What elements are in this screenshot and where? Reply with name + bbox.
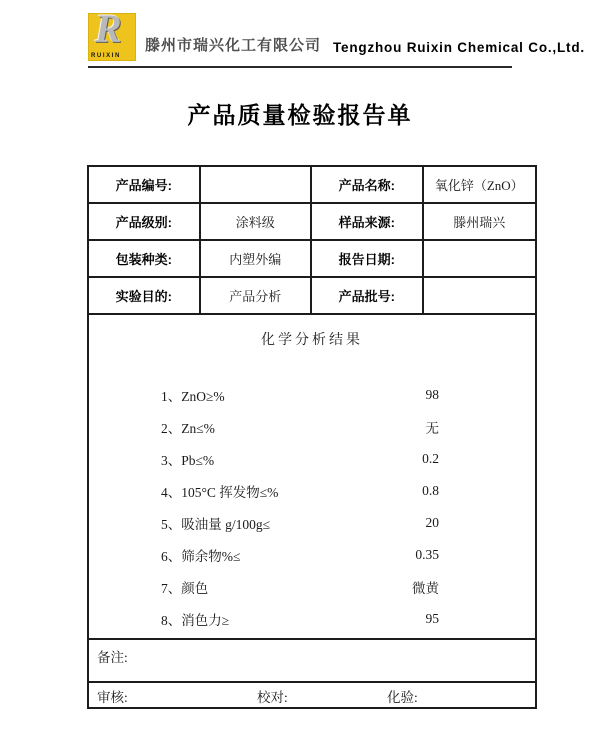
label-product-name: 产品名称:: [312, 167, 424, 204]
review-label: 审核:: [97, 690, 128, 705]
value-report-date: [424, 241, 536, 278]
item-value: 0.35: [415, 547, 439, 562]
company-name-en: Tengzhou Ruixin Chemical Co.,Ltd.: [333, 40, 585, 55]
item-name: 5、吸油量 g/100g≤: [161, 517, 271, 532]
analysis-item-zn: [161, 411, 439, 443]
analysis-item-color: [161, 571, 439, 603]
item-name: 3、Pb≤%: [161, 453, 215, 468]
value-sample-source: 滕州瑞兴: [424, 204, 536, 241]
analysis-section-title: 化学分析结果: [261, 333, 363, 348]
analysis-item-zno: [161, 379, 439, 411]
label-test-purpose: 实验目的:: [89, 278, 201, 315]
page-title: 产品质量检验报告单: [187, 102, 413, 128]
analysis-section: [89, 315, 535, 640]
analysis-item-oil-absorption: [161, 507, 439, 539]
label-report-date: 报告日期:: [312, 241, 424, 278]
item-value: 无: [425, 421, 439, 436]
value-product-name: 氧化锌（ZnO）: [424, 167, 536, 204]
label-product-grade: 产品级别:: [89, 204, 201, 241]
report-table: [87, 165, 537, 709]
company-name-cn: 滕州市瑞兴化工有限公司: [145, 38, 322, 54]
header-divider: [88, 66, 512, 68]
logo-brand-text: RUIXIN: [91, 53, 121, 59]
analysis-items: [89, 379, 535, 635]
assay-label: 化验:: [387, 690, 418, 705]
item-value: 0.8: [422, 483, 439, 498]
item-value: 95: [425, 611, 439, 626]
header: [88, 6, 585, 61]
company-logo: [88, 6, 136, 61]
item-value: 0.2: [422, 451, 439, 466]
item-name: 1、ZnO≥%: [161, 389, 225, 404]
proofread-label: 校对:: [257, 690, 288, 705]
label-product-no: 产品编号:: [89, 167, 201, 204]
remarks-row: [89, 640, 535, 683]
label-batch-no: 产品批号:: [312, 278, 424, 315]
info-table: [89, 167, 535, 315]
label-package-type: 包装种类:: [89, 241, 201, 278]
item-value: 20: [425, 515, 439, 530]
analysis-item-sieve-residue: [161, 539, 439, 571]
signature-row: [89, 683, 535, 707]
item-name: 8、消色力≥: [161, 613, 230, 628]
item-name: 6、筛余物%≤: [161, 549, 241, 564]
remarks-label: 备注:: [97, 650, 128, 665]
analysis-item-pb: [161, 443, 439, 475]
item-name: 7、颜色: [161, 581, 209, 596]
value-product-no: [201, 167, 313, 204]
logo-r-glyph: R: [95, 6, 122, 51]
value-package-type: 内塑外编: [201, 241, 313, 278]
analysis-item-tinting-strength: [161, 603, 439, 635]
value-test-purpose: 产品分析: [201, 278, 313, 315]
label-sample-source: 样品来源:: [312, 204, 424, 241]
item-name: 4、105°C 挥发物≤%: [161, 485, 279, 500]
item-value: 微黄: [412, 581, 439, 596]
value-product-grade: 涂料级: [201, 204, 313, 241]
analysis-item-volatiles: [161, 475, 439, 507]
value-batch-no: [424, 278, 536, 315]
item-value: 98: [425, 387, 439, 402]
item-name: 2、Zn≤%: [161, 421, 215, 436]
